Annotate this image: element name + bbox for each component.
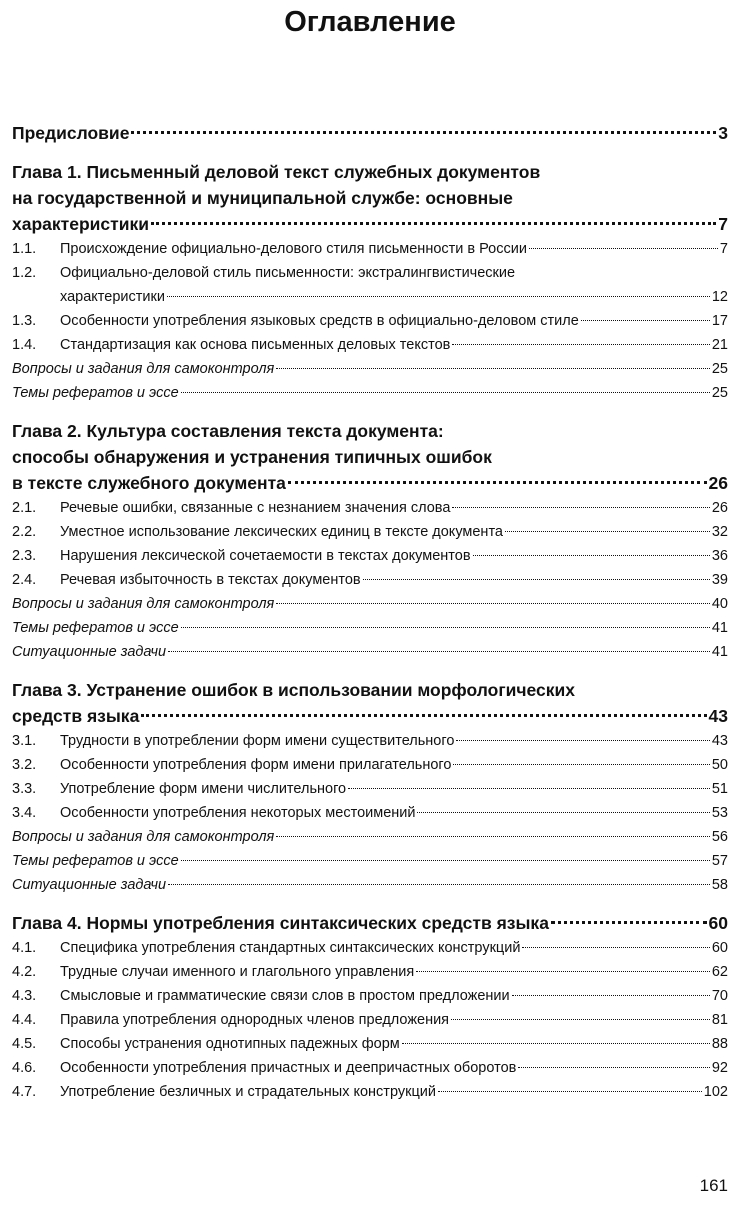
section-number: 3.2. — [12, 757, 37, 773]
table-of-contents — [12, 120, 728, 1117]
dot-leader — [141, 714, 706, 717]
section-title: Речевая избыточность в текстах документов — [60, 572, 361, 588]
dot-leader — [276, 368, 710, 369]
chapter-title-last-line: в тексте служебного документа — [12, 473, 286, 493]
extra-title: Темы рефератов и эссе — [12, 385, 179, 401]
section-number: 1.1. — [12, 241, 37, 257]
section-page: 39 — [711, 572, 728, 588]
extra-entry[interactable] — [12, 381, 728, 405]
dot-leader — [473, 555, 710, 556]
dot-leader — [417, 812, 709, 813]
extra-page: 41 — [711, 620, 728, 636]
section-entry[interactable] — [12, 237, 728, 261]
chapter-title-line: Глава 1. Письменный деловой текст служебных документов — [12, 162, 541, 182]
preface-page: 3 — [718, 123, 728, 143]
section-page: 50 — [711, 757, 728, 773]
section-number: 4.6. — [12, 1060, 37, 1076]
section-page: 21 — [711, 337, 728, 353]
section-title: Особенности употребления форм имени прилагательного — [60, 757, 452, 773]
section-page: 102 — [703, 1084, 728, 1100]
extra-page: 58 — [711, 877, 728, 893]
extra-page: 57 — [711, 853, 728, 869]
section-title: Правила употребления однородных членов предложения — [60, 1012, 450, 1028]
extra-title: Темы рефератов и эссе — [12, 853, 179, 869]
dot-leader — [522, 947, 709, 948]
extra-title: Вопросы и задания для самоконтроля — [12, 361, 275, 377]
chapter-title[interactable] — [12, 159, 728, 237]
extra-entry[interactable] — [12, 357, 728, 381]
dot-leader — [551, 921, 707, 924]
dot-leader — [452, 507, 709, 508]
section-title: Особенности употребления некоторых местоимений — [60, 805, 416, 821]
chapter-title-last-line: Глава 4. Нормы употребления синтаксических средств языка — [12, 913, 549, 933]
dot-leader — [168, 651, 710, 652]
section-page: 32 — [711, 524, 728, 540]
section-title: Употребление безличных и страдательных конструкций — [60, 1084, 436, 1100]
dot-leader — [181, 860, 710, 861]
section-number: 4.4. — [12, 1012, 37, 1028]
extra-page: 40 — [711, 596, 728, 612]
section-entry[interactable] — [12, 729, 728, 753]
section-number: 4.3. — [12, 988, 37, 1004]
dot-leader — [451, 1019, 710, 1020]
section-page: 88 — [711, 1036, 728, 1052]
chapter-block — [12, 677, 728, 897]
section-entry[interactable] — [12, 1032, 728, 1056]
extra-entry[interactable] — [12, 592, 728, 616]
section-title: Уместное использование лексических единиц в тексте документа — [60, 524, 503, 540]
chapter-title-line: на государственной и муниципальной службе: основные — [12, 188, 513, 208]
section-number: 3.1. — [12, 733, 37, 749]
section-entry[interactable] — [12, 984, 728, 1008]
section-title: Стандартизация как основа письменных деловых текстов — [60, 337, 451, 353]
dot-leader — [167, 296, 710, 297]
section-entry[interactable] — [12, 1080, 728, 1104]
chapter-block — [12, 159, 728, 405]
extra-entry[interactable] — [12, 873, 728, 897]
section-title: Нарушения лексической сочетаемости в текстах документов — [60, 548, 471, 564]
section-title: Смысловые и грамматические связи слов в простом предложении — [60, 988, 510, 1004]
extra-title: Ситуационные задачи — [12, 877, 167, 893]
chapter-title-line: Глава 2. Культура составления текста документа: — [12, 421, 444, 441]
section-page: 43 — [711, 733, 728, 749]
section-title-line: Официально-деловой стиль письменности: экстралингвистические — [60, 265, 516, 281]
section-entry[interactable] — [12, 496, 728, 520]
chapter-title[interactable] — [12, 677, 728, 729]
dot-leader — [402, 1043, 710, 1044]
chapter-title[interactable] — [12, 910, 728, 936]
section-page: 53 — [711, 805, 728, 821]
chapter-page: 7 — [718, 214, 728, 234]
chapter-title-line: способы обнаружения и устранения типичных ошибок — [12, 447, 492, 467]
extra-entry[interactable] — [12, 616, 728, 640]
section-entry[interactable] — [12, 544, 728, 568]
section-entry[interactable] — [12, 520, 728, 544]
section-page: 60 — [711, 940, 728, 956]
section-number: 4.2. — [12, 964, 37, 980]
section-page: 92 — [711, 1060, 728, 1076]
section-number: 4.7. — [12, 1084, 37, 1100]
section-entry[interactable] — [12, 936, 728, 960]
extra-title: Вопросы и задания для самоконтроля — [12, 829, 275, 845]
section-entry[interactable] — [12, 261, 728, 309]
section-title: Трудные случаи именного и глагольного управления — [60, 964, 415, 980]
section-entry[interactable] — [12, 1056, 728, 1080]
section-title: Особенности употребления языковых средств в официально-деловом стиле — [60, 313, 579, 329]
chapter-page: 43 — [708, 706, 728, 726]
section-number: 4.5. — [12, 1036, 37, 1052]
dot-leader — [456, 740, 709, 741]
extra-page: 56 — [711, 829, 728, 845]
section-title: Способы устранения однотипных падежных форм — [60, 1036, 400, 1052]
section-number: 2.1. — [12, 500, 37, 516]
section-entry[interactable] — [12, 801, 728, 825]
extra-entry[interactable] — [12, 849, 728, 873]
section-title: Специфика употребления стандартных синтаксических конструкций — [60, 940, 521, 956]
section-page: 70 — [711, 988, 728, 1004]
section-entry[interactable] — [12, 1008, 728, 1032]
dot-leader — [453, 764, 709, 765]
section-number: 1.2. — [12, 265, 37, 281]
dot-leader — [581, 320, 710, 321]
dot-leader — [416, 971, 710, 972]
dot-leader — [276, 836, 710, 837]
section-entry[interactable] — [12, 960, 728, 984]
section-number: 2.4. — [12, 572, 37, 588]
dot-leader — [181, 627, 710, 628]
section-page: 81 — [711, 1012, 728, 1028]
section-number: 1.3. — [12, 313, 37, 329]
chapter-block — [12, 418, 728, 664]
section-title: Трудности в употреблении форм имени существительного — [60, 733, 455, 749]
chapter-title[interactable] — [12, 418, 728, 496]
chapter-page: 60 — [708, 913, 728, 933]
dot-leader — [363, 579, 710, 580]
section-title: Особенности употребления причастных и деепричастных оборотов — [60, 1060, 517, 1076]
section-number: 2.3. — [12, 548, 37, 564]
dot-leader — [505, 531, 710, 532]
section-number: 4.1. — [12, 940, 37, 956]
dot-leader — [181, 392, 710, 393]
dot-leader — [276, 603, 710, 604]
page-title: Оглавление — [284, 6, 456, 38]
dot-leader — [151, 222, 716, 225]
dot-leader — [348, 788, 710, 789]
chapter-title-last-line: характеристики — [12, 214, 149, 234]
chapter-block — [12, 910, 728, 1104]
section-entry[interactable] — [12, 777, 728, 801]
section-number: 3.4. — [12, 805, 37, 821]
dot-leader — [512, 995, 710, 996]
section-page: 36 — [711, 548, 728, 564]
section-entry[interactable] — [12, 753, 728, 777]
section-entry[interactable] — [12, 333, 728, 357]
dot-leader — [168, 884, 710, 885]
extra-entry[interactable] — [12, 825, 728, 849]
chapter-page: 26 — [708, 473, 728, 493]
section-number: 2.2. — [12, 524, 37, 540]
section-title: Употребление форм имени числительного — [60, 781, 347, 797]
extra-page: 41 — [711, 644, 728, 660]
section-title: характеристики — [60, 289, 165, 305]
preface-entry[interactable] — [12, 120, 728, 146]
section-page: 26 — [711, 500, 728, 516]
section-title: Происхождение официально-делового стиля письменности в России — [60, 241, 527, 257]
dot-leader — [518, 1067, 710, 1068]
section-page: 12 — [711, 289, 728, 305]
extra-title: Ситуационные задачи — [12, 644, 167, 660]
section-entry[interactable] — [12, 309, 728, 333]
dot-leader — [131, 131, 716, 134]
preface-label: Предисловие — [12, 123, 130, 143]
extra-title: Темы рефератов и эссе — [12, 620, 179, 636]
section-title: Речевые ошибки, связанные с незнанием значения слова — [60, 500, 451, 516]
extra-page: 25 — [711, 385, 728, 401]
extra-page: 25 — [711, 361, 728, 377]
dot-leader — [438, 1091, 702, 1092]
section-page: 7 — [719, 241, 728, 257]
section-number: 1.4. — [12, 337, 37, 353]
chapter-title-line: Глава 3. Устранение ошибок в использовании морфологических — [12, 680, 576, 700]
section-page: 51 — [711, 781, 728, 797]
section-number: 3.3. — [12, 781, 37, 797]
section-entry[interactable] — [12, 568, 728, 592]
extra-title: Вопросы и задания для самоконтроля — [12, 596, 275, 612]
extra-entry[interactable] — [12, 640, 728, 664]
section-page: 62 — [711, 964, 728, 980]
dot-leader — [288, 481, 707, 484]
chapter-title-last-line: средств языка — [12, 706, 140, 726]
section-page: 17 — [711, 313, 728, 329]
page-number: 161 — [699, 1176, 728, 1195]
dot-leader — [452, 344, 710, 345]
dot-leader — [529, 248, 718, 249]
